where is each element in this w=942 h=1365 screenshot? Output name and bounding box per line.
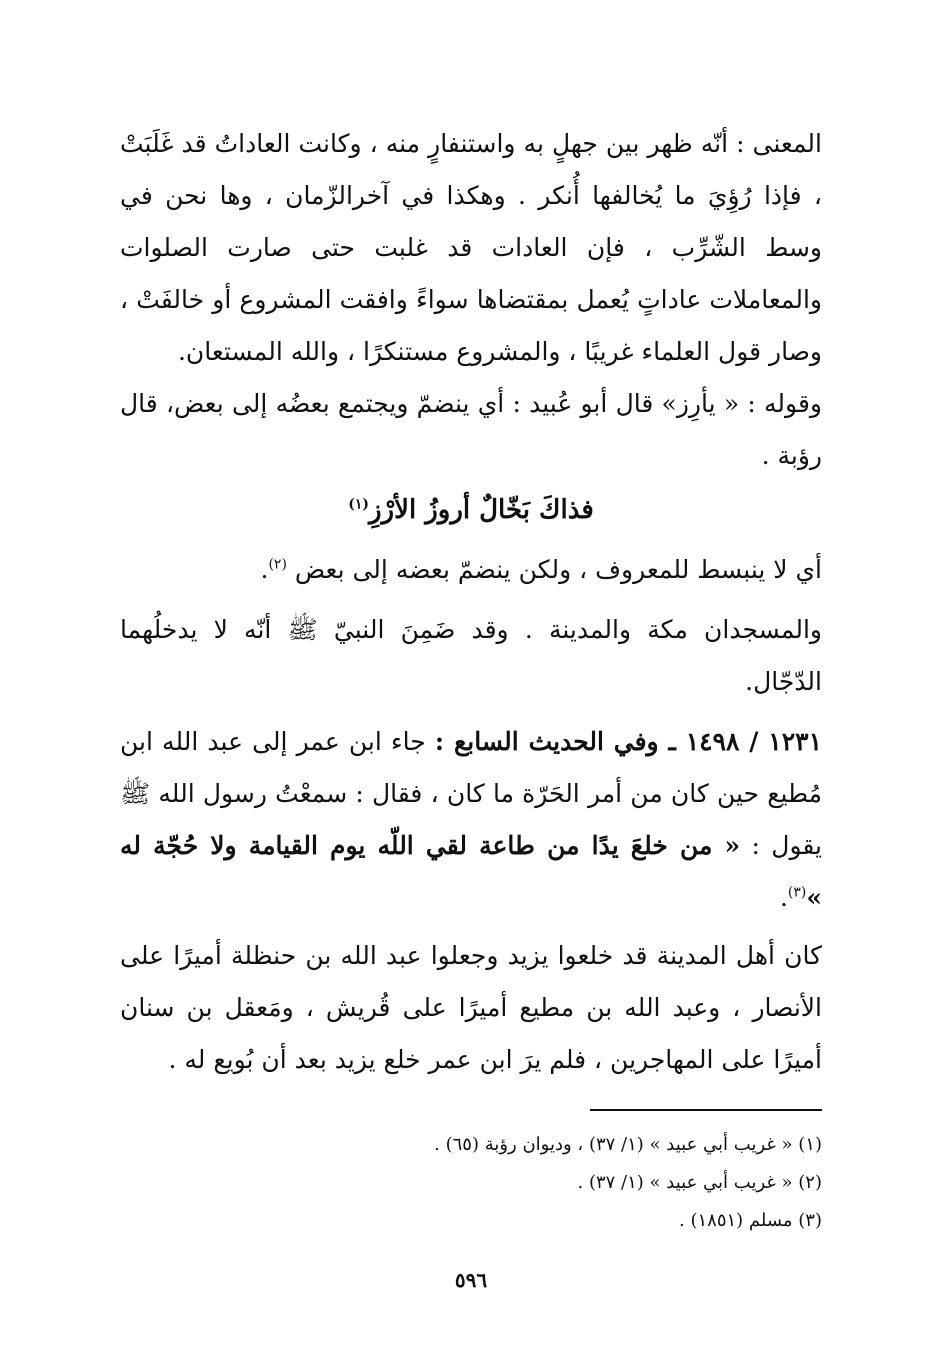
footnote-ref-1: (١) [348, 496, 369, 513]
footnote-ref-3: (٣) [787, 884, 807, 901]
footnotes [120, 1126, 822, 1240]
masjidan-paragraph: والمسجدان مكة والمدينة . وقد ضَمِنَ النبيّ ﷺ أنّه لا يدخلُهما الدّجّال. [120, 615, 822, 696]
context-paragraph: كان أهل المدينة قد خلعوا يزيد وجعلوا عبد الله بن حنظلة أميرًا على الأنصار ، وعبد الله بن مطيع أميرًا على قُريش ، ومَعقل بن سنان أميرًا على المهاجرين ، فلم يرَ ابن عمر خلع يزيد بعد أن بُويع له . [120, 941, 822, 1074]
hadith-heading: ١٢٣١ / ١٤٩٨ ـ وفي الحديث السابع : [434, 727, 822, 756]
poetry-verse [0, 484, 942, 536]
hadith-end: . [779, 883, 788, 912]
meaning-paragraph: المعنى : أنّه ظهر بين جهلٍ به واستنفارٍ منه ، وكانت العاداتُ قد غَلَبَتْ ، فإذا رُؤِيَ ما يُخالفها أُنكر . وهكذا في آخرالزّمان ، وها نحن في وسط الشّرِّب ، فإن العادات قد غلبت حتى صارت الصلوات والمعاملات عاداتٍ يُعمل بمقتضاها سواءً وافقت المشروع أو خالفَتْ ، وصار قول العلماء غريبًا ، والمشروع مستنكرًا ، والله المستعان. [120, 129, 822, 366]
footnote-ref-2: (٢) [268, 556, 287, 573]
explanation-end: . [260, 555, 269, 584]
hadith-body: جاء ابن عمر إلى عبد الله ابن مُطيع حين كان من أمر الحَرّة ما كان ، فقال : سمعْتُ رسول الله ﷺ يقول : [120, 727, 822, 860]
footnote-2: (٢) « غريب أبي عبيد » (١/ ٣٧) . [577, 1172, 822, 1193]
footnote-1: (١) « غريب أبي عبيد » (١/ ٣٧) ، وديوان رؤبة (٦٥) . [434, 1134, 822, 1155]
hadith-quote: « من خلعَ يدًا من طاعة لقي اللّه يوم القيامة ولا حُجّة له » [120, 831, 822, 912]
footnote-divider [590, 1109, 822, 1111]
yarizu-paragraph: وقوله : « يأرِز» قال أبو عُبيد : أي ينضمّ ويجتمع بعضُه إلى بعض، قال رؤبة . [120, 389, 822, 470]
explanation-text: أي لا ينبسط للمعروف ، ولكن ينضمّ بعضه إلى بعض [294, 555, 822, 584]
footnote-3: (٣) مسلم (١٨٥١) . [679, 1210, 822, 1231]
explanation-paragraph [120, 544, 822, 596]
hadith-paragraph [120, 716, 822, 924]
verse-text: فذاكَ بَخّالٌ أروزُ الأرْزِ [369, 495, 594, 525]
page-number: ٥٩٦ [454, 1268, 488, 1292]
